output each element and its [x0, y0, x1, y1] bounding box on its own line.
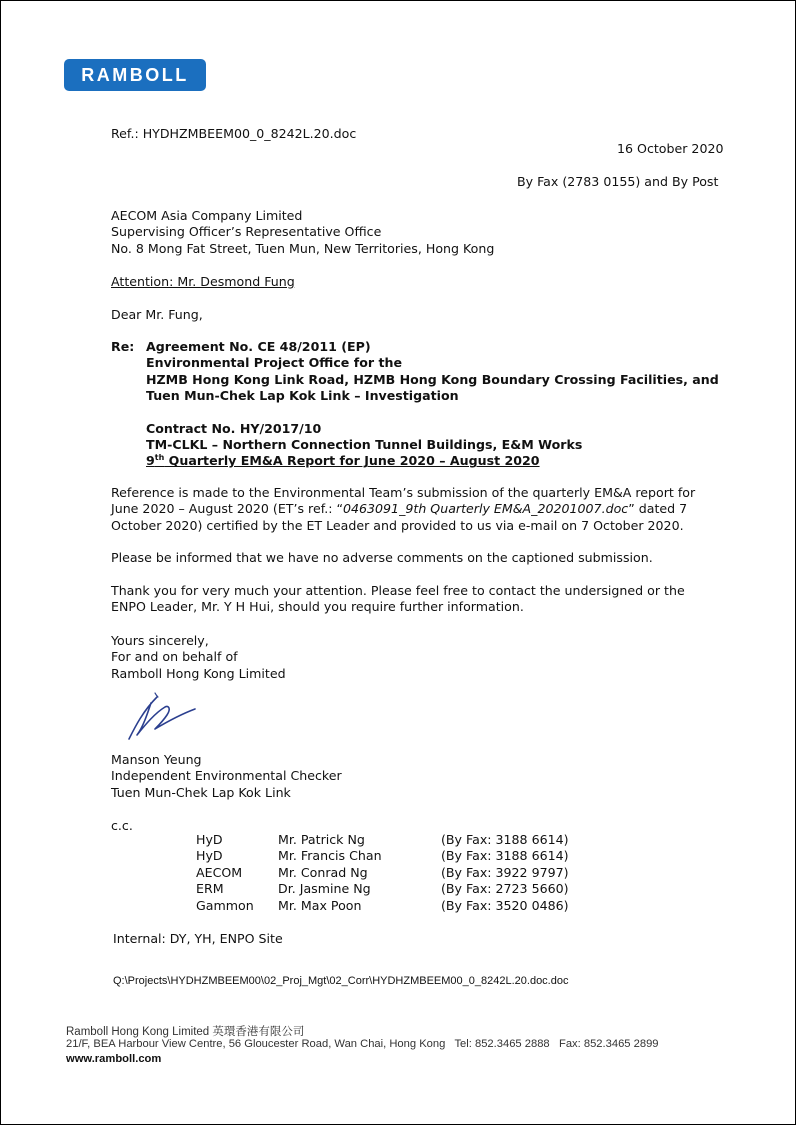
- signer-name: Manson Yeung: [111, 752, 202, 767]
- footer-fax: Fax: 852.3465 2899: [558, 1038, 659, 1050]
- cc-fax: (By Fax: 3188 6614): [441, 848, 569, 864]
- footer-address: 21/F, BEA Harbour View Centre, 56 Gloucester Road, Wan Chai, Hong Kong: [66, 1038, 446, 1050]
- reference-number: Ref.: HYDHZMBEEM00_0_8242L.20.doc: [111, 126, 357, 141]
- subject-block: [146, 339, 719, 470]
- cc-name-column: [278, 832, 382, 914]
- recipient-block: [111, 208, 494, 257]
- paragraph-reference: Reference is made to the Environmental Team’s submission of the quarterly EM&A report for June 2020 – August 2020 (ET’s ref.: “0463091_9th Quarterly EM&A_20201007.doc” dated 7 October 2020) certified by the ET Leader and provided to us via e-mail on 7 October 2020.: [111, 485, 696, 533]
- recipient-office: Supervising Officer’s Representative Office: [111, 224, 382, 240]
- subject-projects: HZMB Hong Kong Link Road, HZMB Hong Kong Boundary Crossing Facilities, and: [146, 371, 719, 387]
- subject-agreement: Agreement No. CE 48/2011 (EP): [146, 339, 371, 354]
- footer-tel: Tel: 852.3465 2888: [454, 1038, 550, 1050]
- cc-name: Mr. Conrad Ng: [278, 864, 368, 880]
- cc-org: Gammon: [196, 897, 254, 913]
- cc-name: Dr. Jasmine Ng: [278, 881, 371, 897]
- letter-date: 16 October 2020: [617, 141, 724, 156]
- subject-report: 9th Quarterly EM&A Report for June 2020 – August 2020: [146, 453, 540, 469]
- recipient-address: No. 8 Mong Fat Street, Tuen Mun, New Territories, Hong Kong: [111, 240, 495, 256]
- signer-block: [111, 752, 342, 801]
- internal-distribution: Internal: DY, YH, ENPO Site: [113, 931, 283, 946]
- cc-fax: (By Fax: 3922 9797): [441, 864, 569, 880]
- footer-company: Ramboll Hong Kong Limited 英環香港有限公司: [66, 1026, 305, 1038]
- ramboll-logo: [64, 59, 206, 91]
- subject-office: Environmental Project Office for the: [146, 355, 402, 371]
- cc-fax: (By Fax: 3520 0486): [441, 897, 569, 913]
- subject-contract: Contract No. HY/2017/10: [146, 420, 322, 436]
- attention-line: Attention: Mr. Desmond Fung: [111, 274, 295, 289]
- subject-works: TM-CLKL – Northern Connection Tunnel Buildings, E&M Works: [146, 437, 583, 453]
- cc-fax-column: [441, 832, 569, 914]
- cc-org: AECOM: [196, 864, 243, 880]
- footer-address-line: [66, 1038, 659, 1050]
- signer-title: Independent Environmental Checker: [111, 768, 342, 784]
- subject-link: Tuen Mun-Chek Lap Kok Link – Investigation: [146, 388, 459, 404]
- paragraph-no-comments: Please be informed that we have no adverse comments on the captioned submission.: [111, 550, 653, 565]
- cc-org: HyD: [196, 832, 223, 847]
- cc-label: c.c.: [111, 818, 133, 833]
- cc-fax: (By Fax: 2723 5660): [441, 881, 569, 897]
- cc-org-column: [196, 832, 254, 914]
- logo-text: RAMBOLL: [81, 64, 189, 85]
- recipient-company: AECOM Asia Company Limited: [111, 208, 303, 223]
- delivery-method: By Fax (2783 0155) and By Post: [517, 174, 719, 189]
- handwritten-signature: [121, 689, 211, 744]
- cc-org: HyD: [196, 848, 223, 864]
- footer-website[interactable]: www.ramboll.com: [66, 1053, 162, 1065]
- cc-org: ERM: [196, 881, 224, 897]
- file-path: Q:\Projects\HYDHZMBEEM00\02_Proj_Mgt\02_Corr\HYDHZMBEEM00_0_8242L.20.doc.doc: [113, 975, 569, 987]
- cc-name: Mr. Max Poon: [278, 897, 362, 913]
- salutation: Dear Mr. Fung,: [111, 307, 203, 322]
- cc-name: Mr. Francis Chan: [278, 848, 382, 864]
- cc-name: Mr. Patrick Ng: [278, 832, 365, 847]
- re-label: Re:: [111, 339, 135, 354]
- signer-project: Tuen Mun-Chek Lap Kok Link: [111, 784, 291, 800]
- closing-block: Yours sincerely, For and on behalf of Ramboll Hong Kong Limited: [111, 633, 286, 681]
- cc-fax: (By Fax: 3188 6614): [441, 832, 569, 847]
- paragraph-thanks: Thank you for very much your attention. Please feel free to contact the undersigned or the ENPO Leader, Mr. Y H Hui, should you require further information.: [111, 583, 685, 615]
